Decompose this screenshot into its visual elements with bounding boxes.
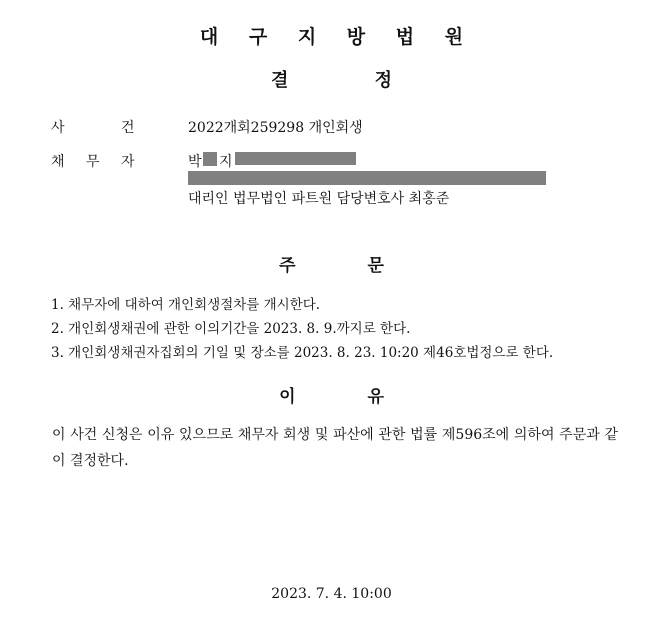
- redaction-box: [203, 152, 217, 166]
- case-label-char-2: 건: [121, 120, 135, 136]
- reason-section-title: 이 유: [279, 387, 384, 407]
- debtor-label-char-1: 채: [51, 154, 65, 170]
- order-item: 3. 개인회생채권자집회의 기일 및 장소를 2023. 8. 23. 10:20 제46호법정으로 한다.: [51, 345, 554, 361]
- debtor-name-first: 박: [188, 154, 202, 170]
- order-section-title: 주 문: [279, 256, 384, 276]
- order-item: 2. 개인회생채권에 관한 이의기간을 2023. 8. 9.까지로 한다.: [51, 321, 411, 337]
- debtor-label-char-2: 무: [86, 154, 100, 170]
- court-name: 대 구 지 방 법 원: [199, 26, 464, 48]
- case-number: 2022개회259298 개인회생: [188, 120, 363, 136]
- order-item: 1. 채무자에 대하여 개인회생절차를 개시한다.: [51, 297, 321, 313]
- debtor-label-char-3: 자: [121, 154, 135, 170]
- debtor-agent: 대리인 법무법인 파트원 담당변호사 최홍준: [188, 191, 450, 207]
- case-label-char-1: 사: [51, 120, 65, 136]
- debtor-name-last: 지: [219, 154, 233, 170]
- reason-text: 이 사건 신청은 이유 있으므로 채무자 회생 및 파산에 관한 법률 제596조에 의하여 주문과 같이 결정한다.: [52, 427, 618, 469]
- redaction-box: [188, 171, 546, 185]
- redaction-box: [235, 152, 356, 165]
- document-title: 결 정: [270, 70, 393, 91]
- decision-date: 2023. 7. 4. 10:00: [271, 586, 392, 602]
